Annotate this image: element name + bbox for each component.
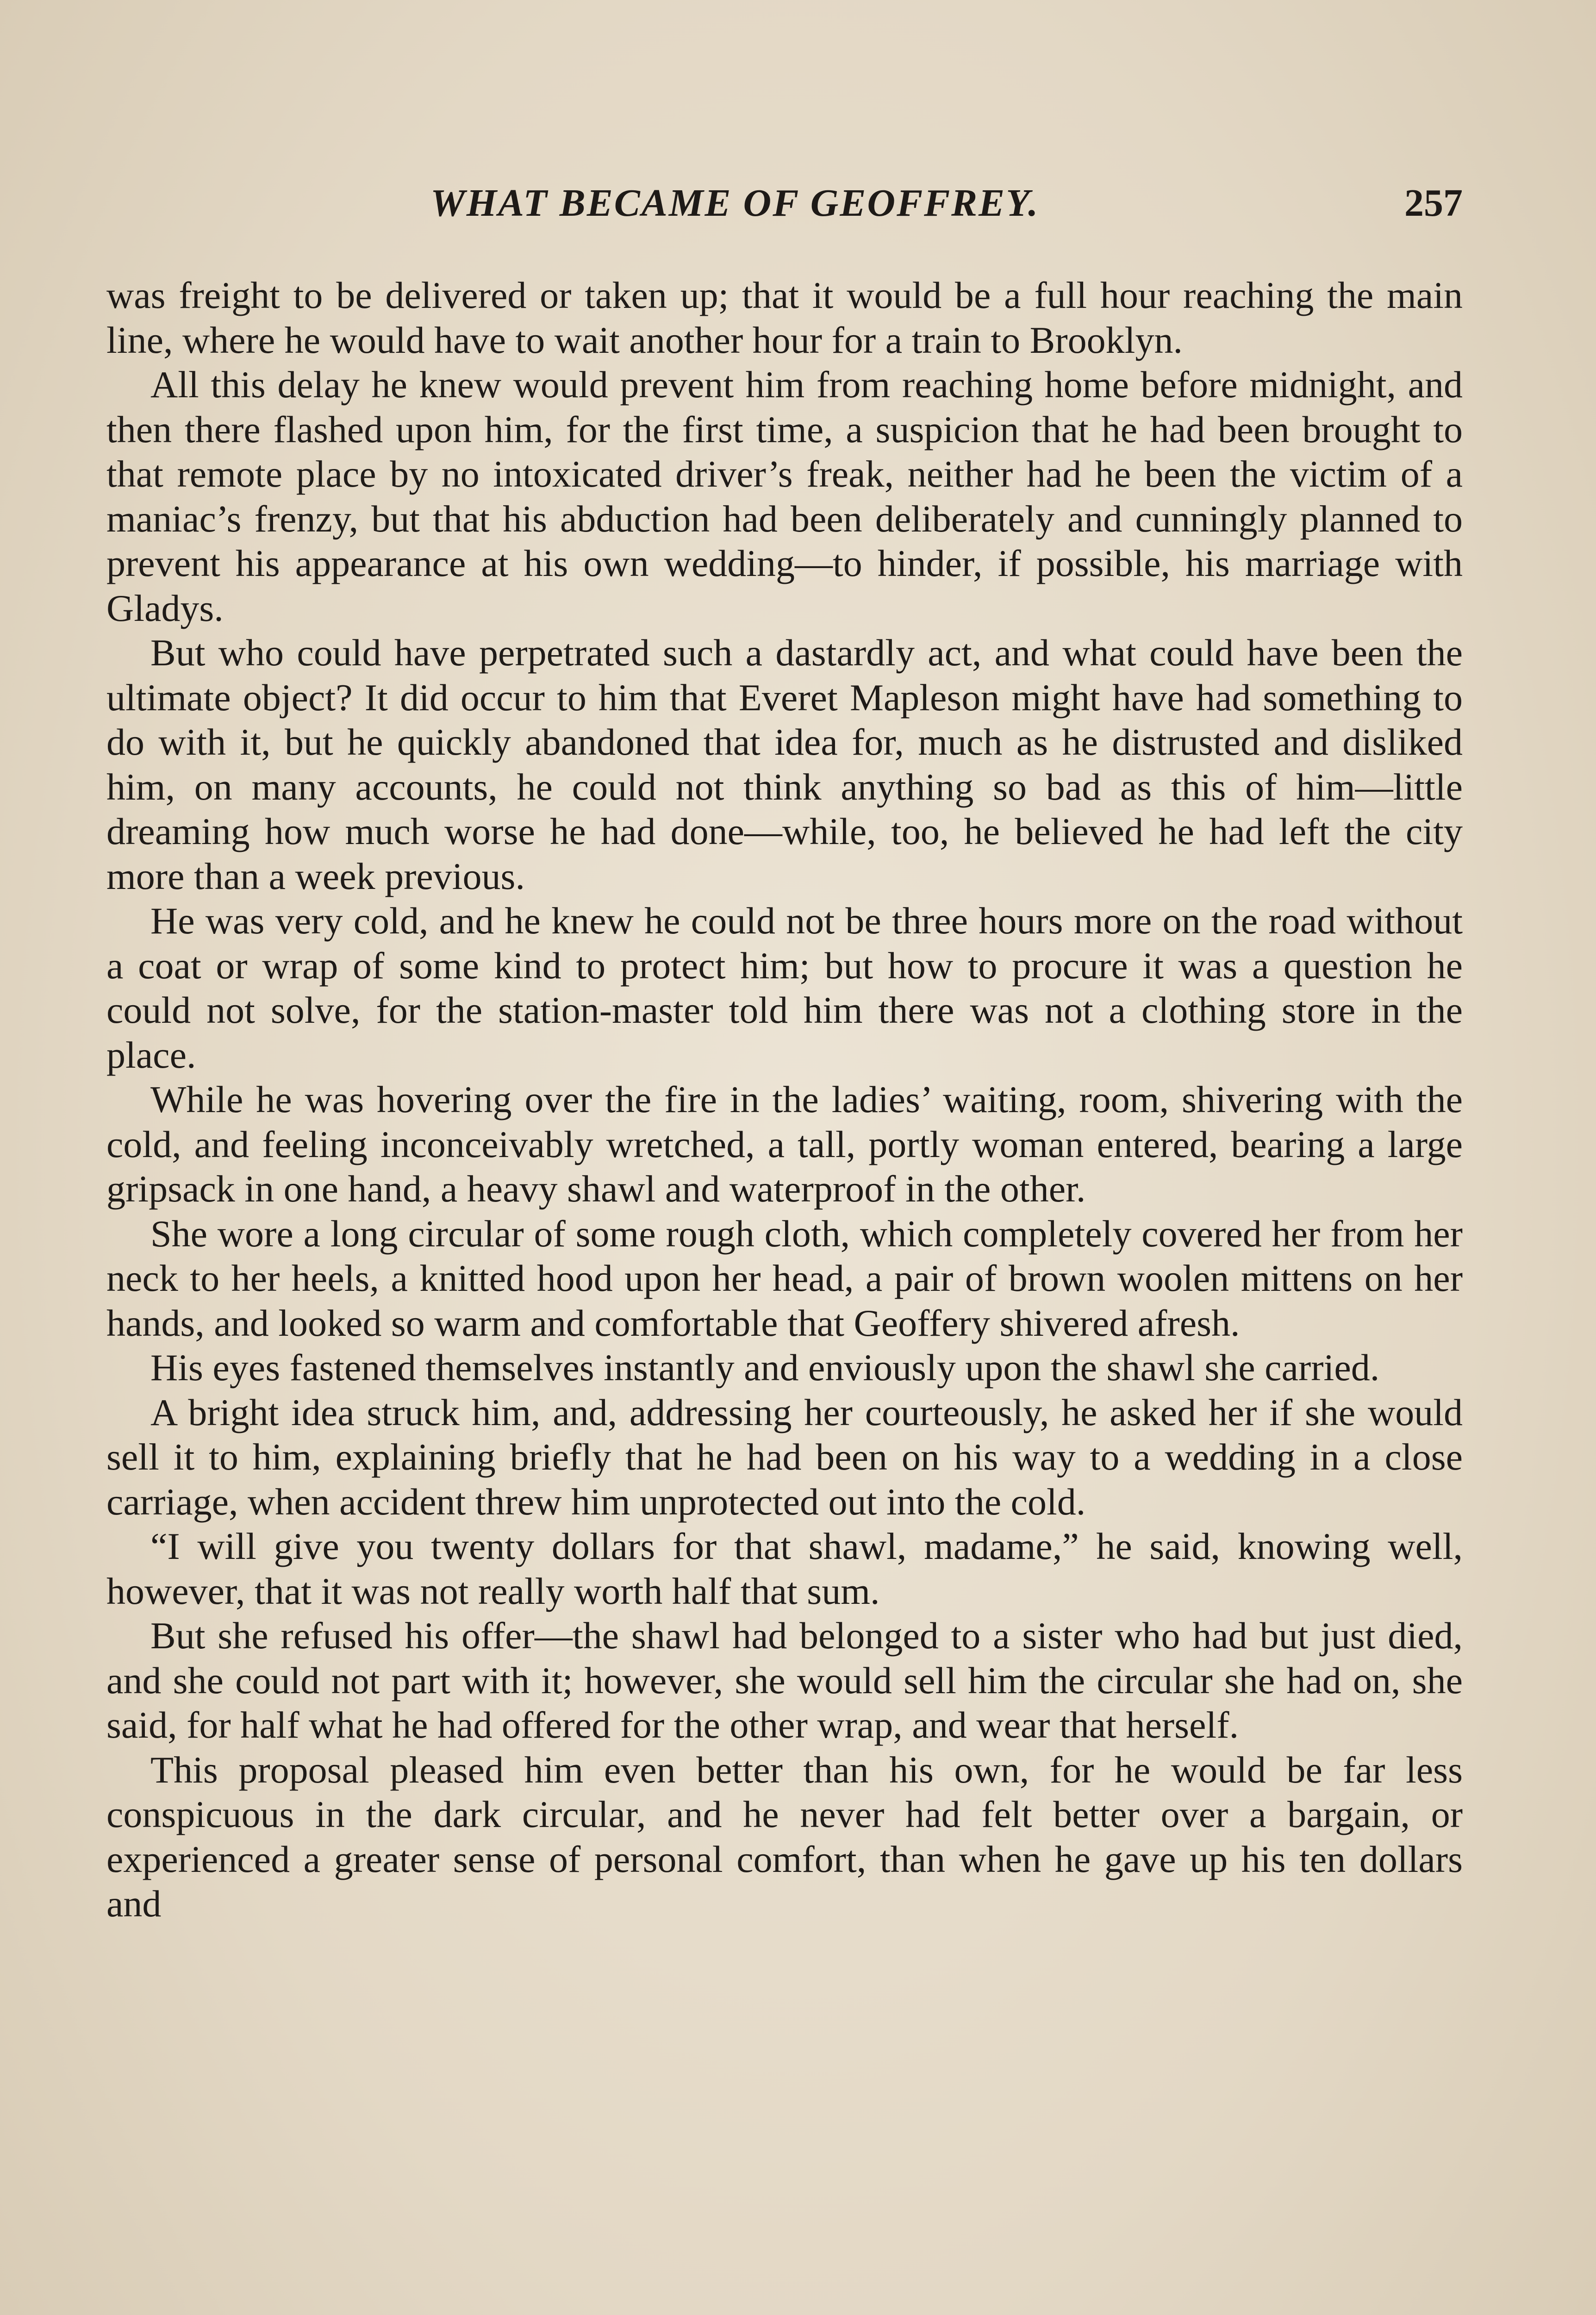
paragraph: “I will give you twenty dollars for that shawl, madame,” he said, knowing well, however, that it was not really worth half that sum. — [106, 1525, 1463, 1612]
paragraph: But who could have perpetrated such a dastardly act, and what could have been the ultimate object? It did occur to him that Everet Mapleson might have had something to do with it, but he quickly abandoned that idea for, much as he distrusted and disliked him, on many accounts, he could not think anything so bad as this of him—little dreaming how much worse he had done—while, too, he believed he had left the city more than a week previous. — [106, 632, 1463, 897]
paragraph: But she refused his offer—the shawl had belonged to a sister who had but just died, and she could not part with it; however, she would sell him the circular she had on, she said, for half what he had offered for the other wrap, and wear that herself. — [106, 1614, 1463, 1746]
paragraph: He was very cold, and he knew he could not be three hours more on the road without a coat or wrap of some kind to protect him; but how to procure it was a question he could not solve, for the station-master told him there was not a clothing store in the place. — [106, 900, 1463, 1076]
body-text — [106, 273, 1463, 1927]
running-title: WHAT BECAME OF GEOFFREY. — [430, 181, 1040, 225]
paragraph: All this delay he knew would prevent him from reaching home before midnight, and then there flashed upon him, for the first time, a suspicion that he had been brought to that remote place by no intoxicated driver’s freak, neither had he been the victim of a maniac’s frenzy, but that his abduction had been deliberately and cunningly planned to prevent his appearance at his own wedding—to hinder, if possible, his marriage with Gladys. — [106, 363, 1463, 629]
paragraph: His eyes fastened themselves instantly and enviously upon the shawl she carried. — [150, 1346, 1380, 1389]
running-head — [106, 181, 1463, 241]
paragraph: A bright idea struck him, and, addressing her courteously, he asked her if she would sell it to him, explaining briefly that he had been on his way to a wedding in a close carriage, when accident threw him unprotected out into the cold. — [106, 1391, 1463, 1523]
paragraph: was freight to be delivered or taken up; that it would be a full hour reaching the main line, where he would have to wait another hour for a train to Brooklyn. — [106, 274, 1463, 361]
paragraph: This proposal pleased him even better than his own, for he would be far less conspicuous in the dark circular, and he never had felt better over a bargain, or experienced a greater sense of personal comfort, than when he gave up his ten dollars and — [106, 1748, 1463, 1925]
paragraph: While he was hovering over the fire in the ladies’ waiting, room, shivering with the cold, and feeling inconceivably wretched, a tall, portly woman entered, bearing a large gripsack in one hand, a heavy shawl and waterproof in the other. — [106, 1078, 1463, 1210]
page-number: 257 — [1404, 181, 1463, 225]
paragraph: She wore a long circular of some rough cloth, which completely covered her from her neck to her heels, a knitted hood upon her head, a pair of brown woolen mittens on her hands, and looked so warm and comfortable that Geoffery shivered afresh. — [106, 1212, 1463, 1344]
